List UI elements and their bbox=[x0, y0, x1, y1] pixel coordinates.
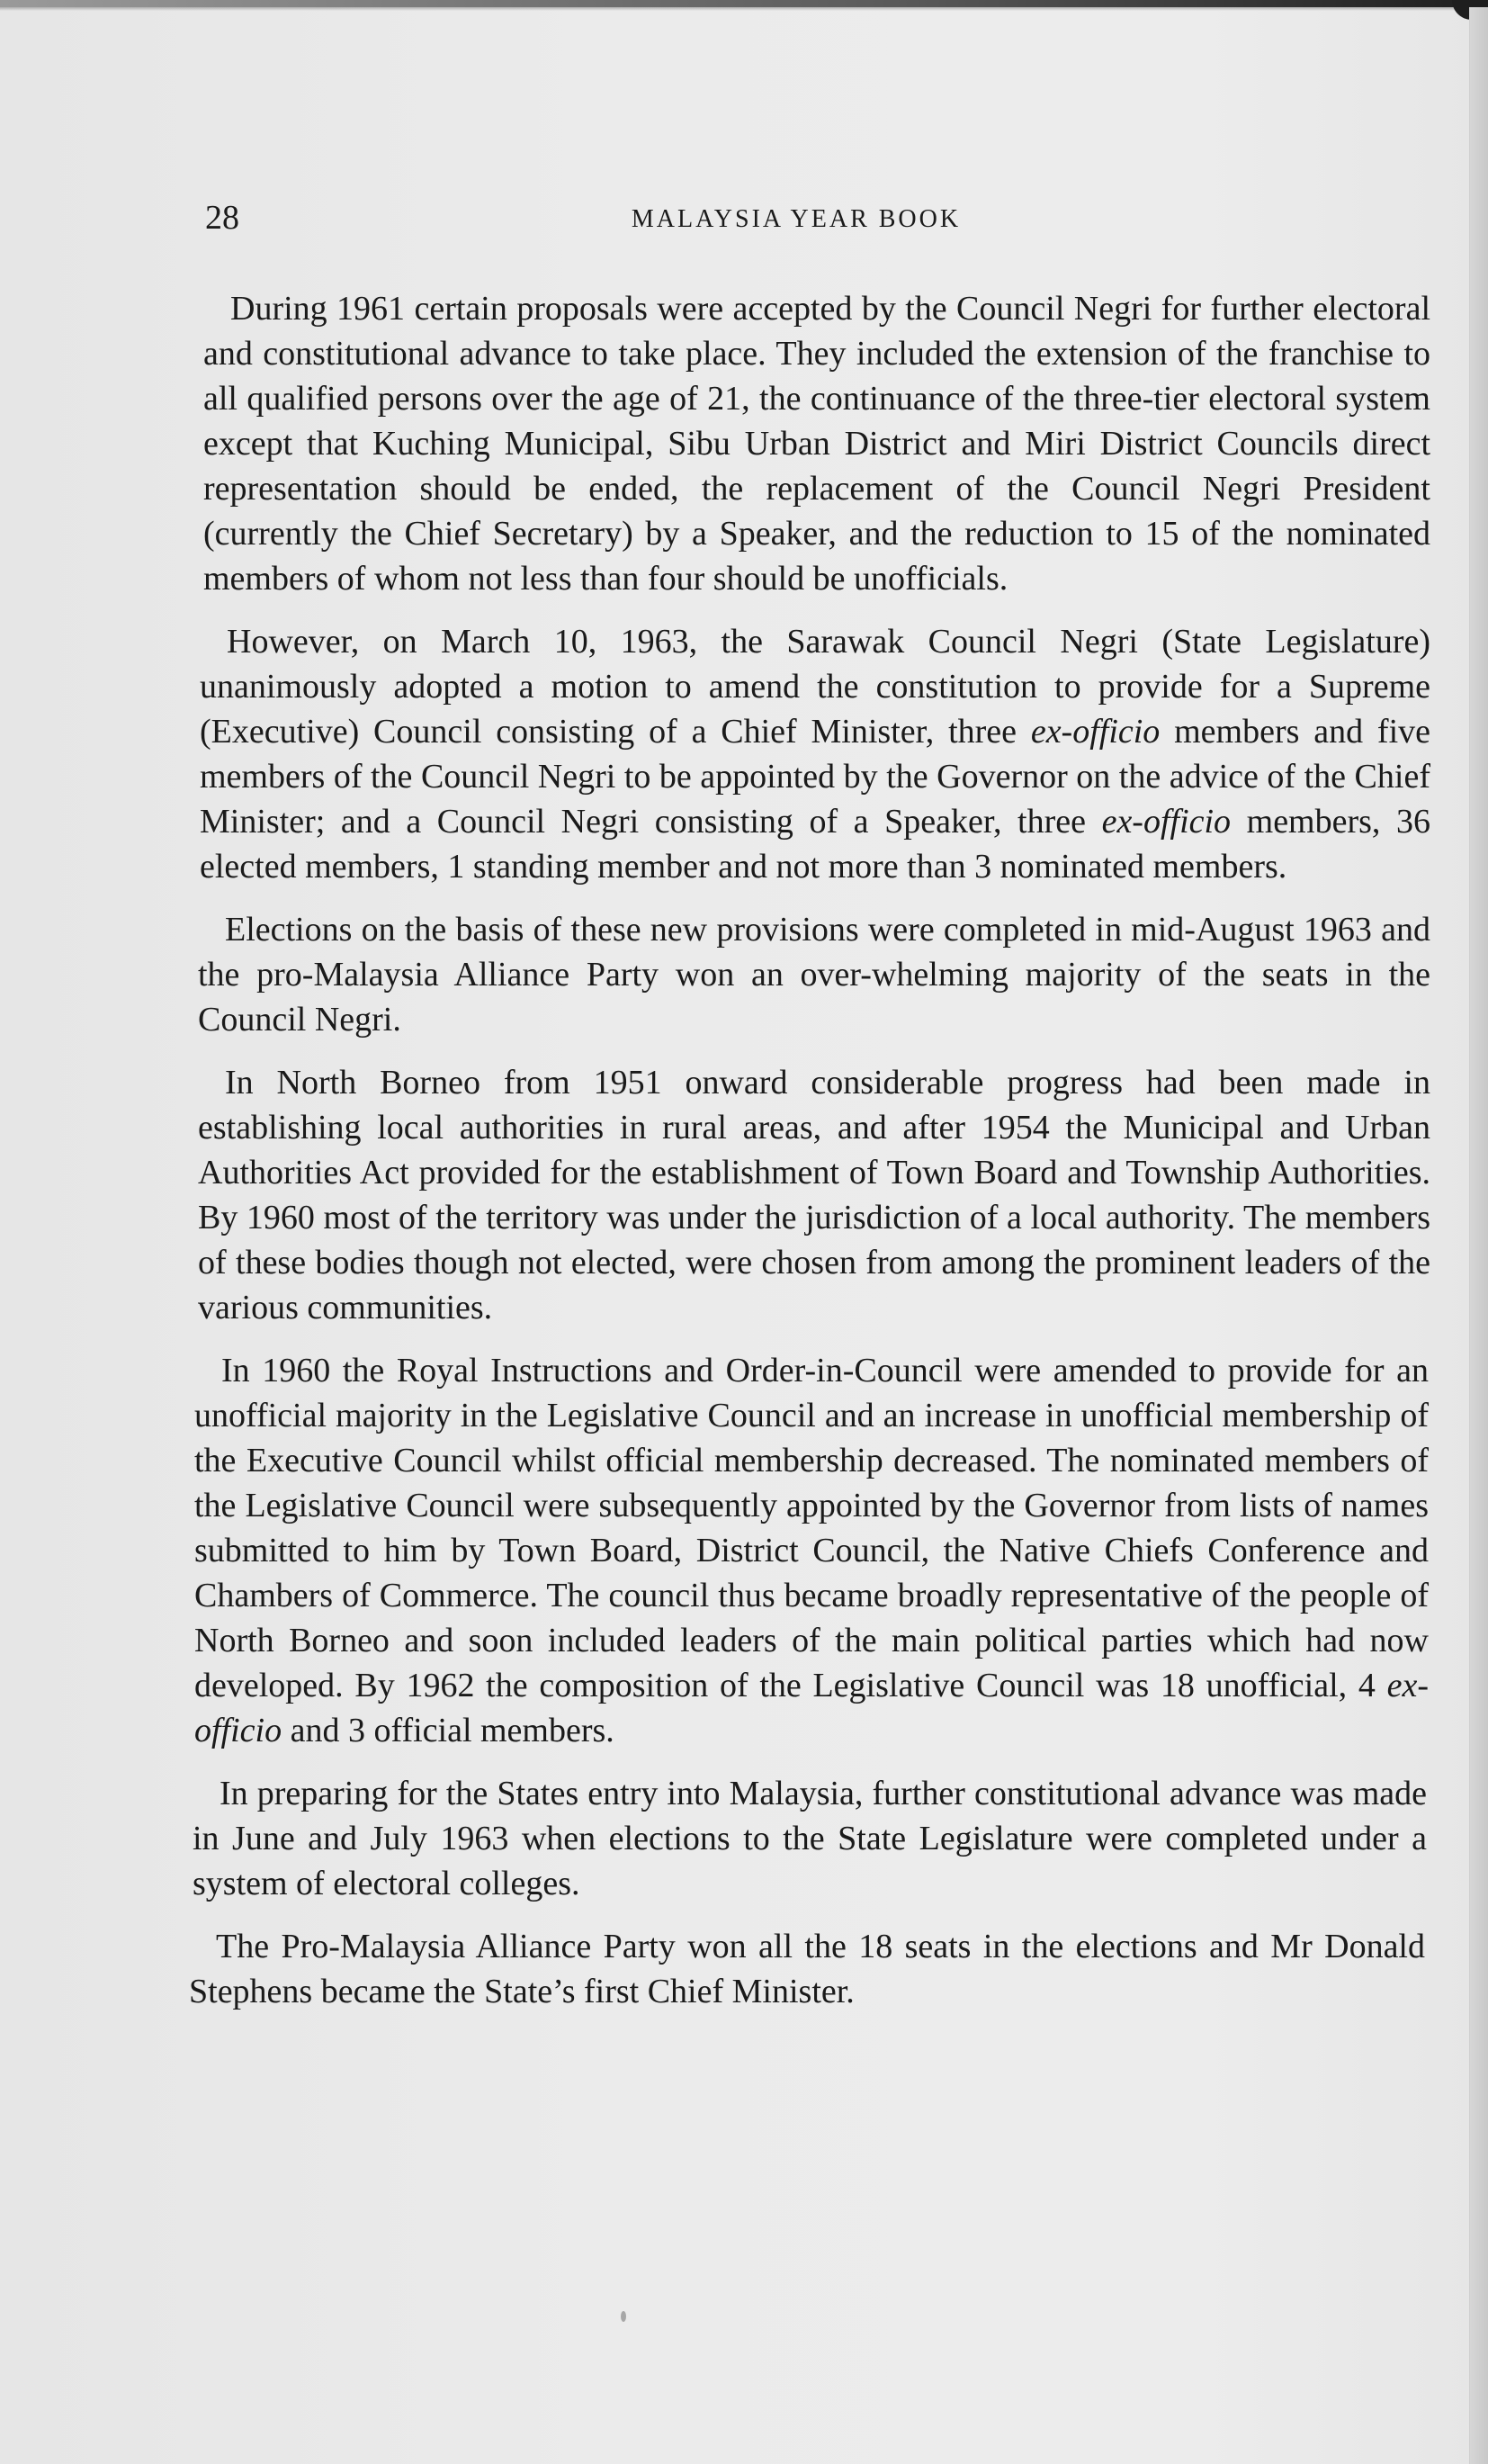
text-run: members, 36 elected members, 1 standing member and not more than 3 nominated members. bbox=[200, 803, 1430, 886]
paragraph-north-borneo-local-authorities bbox=[198, 1060, 1430, 1330]
text-run: Elections on the basis of these new provisions were completed in mid-August 1963 and the pro-Malaysia Alliance Party won an over-whelming majority of the seats in the Council Negri. bbox=[198, 911, 1430, 1039]
paragraph-sarawak-elections bbox=[198, 907, 1430, 1042]
page-right-edge-strip bbox=[1469, 7, 1488, 2464]
text-run: In North Borneo from 1951 onward considerable progress had been made in establishing local authorities in rural areas, and after 1954 the Municipal and Urban Authorities Act provided for the establishment of Town Board and Township Authorities. By 1960 most of the territory was under the jurisdiction of a local authority. The members of these bodies though not elected, were chosen from among the prominent leaders of the various communities. bbox=[198, 1064, 1430, 1326]
body-text bbox=[189, 286, 1430, 2032]
running-head bbox=[205, 200, 1430, 236]
italic-term: ex-officio bbox=[1030, 713, 1161, 751]
text-run: In preparing for the States entry into Malaysia, further constitutional advance was made in June and July 1963 when elections to the State Legislature were completed under a system of electoral colleges. bbox=[193, 1775, 1427, 1902]
paragraph-north-borneo-1960-amendments bbox=[194, 1348, 1429, 1753]
paragraph-alliance-victory bbox=[189, 1924, 1425, 2014]
text-run: The Pro-Malaysia Alliance Party won all the 18 seats in the elections and Mr Donald Stephens became the State’s first Chief Minister. bbox=[189, 1928, 1425, 2010]
text-run: members and five members of the Council Negri to be appointed by the Governor on the advice of the Chief Minister; and a Council Negri consisting of a Speaker, three bbox=[200, 713, 1430, 841]
text-run: and 3 official members. bbox=[282, 1712, 614, 1749]
book-title: MALAYSIA YEAR BOOK bbox=[631, 205, 962, 233]
text-run: However, on March 10, 1963, the Sarawak Council Negri (State Legislature) unanimously adopted a motion to amend the constitution to provide for a Supreme (Executive) Council consisting of a Chief Minister, three bbox=[200, 623, 1430, 751]
scan-speck bbox=[621, 2311, 626, 2322]
italic-term: ex-officio bbox=[194, 1667, 1429, 1749]
text-run: In 1960 the Royal Instructions and Order-in-Council were amended to provide for an unofficial majority in the Legislative Council and an increase in unofficial membership of the Executive Council whilst official membership decreased. The nominated members of the Legislative Council were subsequently appointed by the Governor from lists of names submitted to him by Town Board, District Council, the Native Chiefs Conference and Chambers of Commerce. The council thus became broadly representative of the people of North Borneo and soon included leaders of the main political parties which had now developed. By 1962 the composition of the Legislative Council was 18 unofficial, 4 bbox=[194, 1352, 1429, 1704]
paragraph-sarawak-1961-proposals bbox=[203, 286, 1430, 601]
text-run: During 1961 certain proposals were accepted by the Council Negri for further electoral and constitutional advance to take place. They included the extension of the franchise to all qualified persons over the age of 21, the continuance of the three-tier electoral system except that Kuching Municipal, Sibu Urban District and Miri District Councils direct representation should be ended, the replacement of the Council Negri President (currently the Chief Secretary) by a Speaker, and the reduction to 15 of the nominated members of whom not less than four should be unofficials. bbox=[203, 290, 1430, 598]
italic-term: ex-officio bbox=[1101, 803, 1232, 841]
page-top-edge bbox=[0, 0, 1488, 7]
page-top-shadow bbox=[0, 7, 1488, 11]
page-number: 28 bbox=[205, 199, 239, 237]
paragraph-north-borneo-malaysia-entry bbox=[193, 1771, 1427, 1906]
paragraph-sarawak-1963-amendment bbox=[200, 619, 1430, 889]
book-title-wrapper bbox=[205, 205, 1430, 234]
